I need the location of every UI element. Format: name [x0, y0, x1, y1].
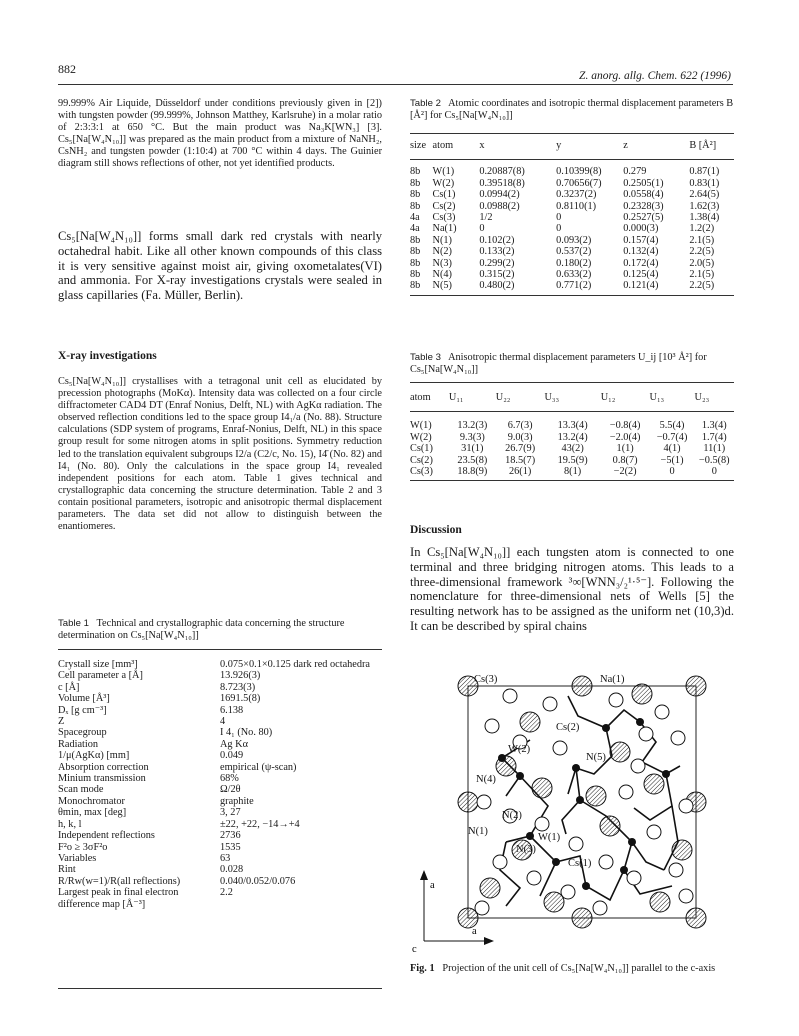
table2-cell: 8b	[410, 166, 421, 178]
table2-header: y	[556, 140, 623, 160]
n-atom	[535, 817, 549, 831]
table2-cell: 8b	[410, 234, 421, 246]
table2-cell: 1.62(3)	[689, 200, 720, 212]
table2-row	[410, 223, 734, 234]
table1-caption	[58, 618, 382, 643]
table2-top-rule	[410, 133, 734, 134]
table2-cell: N(5)	[433, 280, 480, 295]
table1-row	[58, 830, 374, 841]
cs-atom	[532, 778, 552, 798]
table3-cell: 19.5(9)	[557, 454, 588, 466]
table2-cell: 0	[556, 223, 562, 235]
paragraph-crystals: Cs₅[Na[W₄N₁₀]] forms small dark red crystals with nearly octahedral habit. Like all other known compounds of this class it is very sensitive against moist air, giving oxometalates(VI) and ammonia. For X-ray investigations crystals were sealed in glass capillaries (Fa. Müller, Berlin).	[58, 229, 382, 303]
axis-label-a-horizontal: a	[472, 926, 477, 937]
table1-value: 2.2	[220, 887, 233, 899]
table2-cell: Cs(2)	[432, 200, 456, 212]
table2-cell: 8b	[410, 257, 421, 269]
n-atom	[493, 855, 507, 869]
table3-cell: 31(1)	[461, 443, 484, 455]
label-n4: N(4)	[476, 774, 496, 785]
table3-cell: 0	[695, 466, 734, 481]
table2-cell: W(2)	[432, 177, 455, 189]
table2-header-row	[410, 140, 734, 160]
table2-cell: 0.70656(7)	[556, 177, 602, 189]
table2-cell: W(1)	[432, 166, 455, 178]
table1-value: 0.028	[220, 864, 244, 876]
table1-row	[58, 762, 374, 773]
table1-value: 63	[220, 852, 231, 864]
cs-atom	[600, 816, 620, 836]
table3-row	[410, 412, 734, 432]
table2-cell: 4a	[410, 223, 420, 235]
table3-cell: 26(1)	[496, 466, 545, 481]
label-cs1: Cs(1)	[568, 858, 592, 869]
table3-row	[410, 466, 734, 481]
table2-cell: 0.299(2)	[479, 257, 515, 269]
table2-cell: 2.0(5)	[689, 257, 715, 269]
axis-label-a-vertical: a	[430, 880, 435, 891]
label-n5: N(5)	[586, 752, 606, 763]
header-rule	[58, 84, 733, 85]
table2	[410, 140, 734, 296]
n-atom	[475, 901, 489, 915]
table1-value: 6.138	[220, 704, 244, 716]
table3-row	[410, 455, 734, 466]
table3-row	[410, 432, 734, 443]
table1-row	[58, 853, 374, 864]
table2-cell: 2.2(5)	[689, 280, 734, 295]
cs-atom	[686, 908, 706, 928]
table2-row	[410, 212, 734, 223]
table1-value: 0.049	[220, 750, 244, 762]
table1-value: 1535	[220, 841, 241, 853]
table2-cell: Cs(1)	[432, 189, 456, 201]
table1-key: Largest peak in final electron difference map [Å⁻³]	[58, 887, 179, 910]
table1-row	[58, 819, 374, 830]
table1-key: θmin, max [deg]	[58, 807, 127, 819]
table2-header: z	[623, 140, 689, 160]
table2-cell: N(2)	[432, 246, 452, 258]
table2-cell: 2.64(5)	[689, 189, 720, 201]
table3-caption-text: Anisotropic thermal displacement parameters U_ij [10³ Å²] for Cs₅[Na[W₄N₁₀]]	[410, 352, 707, 376]
table2-header: x	[479, 140, 556, 160]
table2-cell: 0.132(4)	[623, 246, 659, 258]
table1-key: R/Rw(w=1)/R(all reflections)	[58, 875, 181, 887]
table1-caption-text: Technical and crystallographic data concerning the structure determination on Cs₅[Na[W₄N₁₀]]	[58, 618, 345, 642]
table2-cell: 1/2	[479, 212, 493, 224]
cs-atom	[480, 878, 500, 898]
table2-cell: 0.172(4)	[623, 257, 659, 269]
w-atom	[576, 796, 584, 804]
n-atom	[627, 871, 641, 885]
table3-cell: 0	[650, 466, 695, 481]
table1-key: Variables	[58, 852, 97, 864]
table2-row	[410, 246, 734, 257]
table3-cell: −5(1)	[660, 454, 684, 466]
table1-row	[58, 739, 374, 750]
table3-header: U₁₃	[650, 392, 695, 412]
figure1-label: Fig. 1	[410, 963, 435, 974]
table2-cell: 0.102(2)	[479, 234, 515, 246]
table3-top-rule	[410, 382, 734, 383]
table1-value: 1691.5(8)	[220, 693, 261, 705]
cs-atom	[644, 774, 664, 794]
table3-cell: −2.0(4)	[609, 431, 641, 443]
table3-cell: 1(1)	[616, 443, 634, 455]
table1-row	[58, 716, 374, 727]
table3-cell: 0.8(7)	[612, 454, 638, 466]
table3-cell: 23.5(8)	[457, 454, 488, 466]
table3-cell: 13.2(3)	[457, 420, 488, 432]
table1-key: F²o ≥ 3σF²o	[58, 841, 108, 853]
table2-cell: 1.38(4)	[689, 212, 720, 224]
table2-row	[410, 178, 734, 189]
table2-cell: 0.0994(2)	[479, 189, 520, 201]
table2-cell: 0.2505(1)	[623, 177, 664, 189]
table2-cell: 0.000(3)	[623, 223, 659, 235]
table2-cell: 8b	[410, 269, 421, 281]
label-na1: Na(1)	[600, 674, 625, 685]
table2-cell: 0.10399(8)	[556, 166, 602, 178]
table3-cell: 8(1)	[545, 466, 601, 481]
cs-atom	[650, 892, 670, 912]
table1-row	[58, 842, 374, 853]
table2-cell: 2.1(5)	[689, 234, 715, 246]
table1-value: graphite	[220, 795, 254, 807]
table2-cell: 0.3237(2)	[556, 189, 597, 201]
table1-row	[58, 693, 374, 704]
table1-value: ±22, +22, −14→+4	[220, 818, 300, 830]
table1-value: 8.723(3)	[220, 681, 256, 693]
table1-key: Absorption correction	[58, 761, 149, 773]
w-atom	[636, 718, 644, 726]
cs-atom	[632, 684, 652, 704]
table1-label: Table 1	[58, 618, 89, 629]
w-atom	[498, 754, 506, 762]
table2-cell: 0.8110(1)	[556, 200, 597, 212]
table2-cell: 0.0988(2)	[479, 200, 520, 212]
cs-atom	[544, 892, 564, 912]
table3-cell: 13.2(4)	[557, 431, 588, 443]
n-atom	[553, 741, 567, 755]
table2-cell: 0.0558(4)	[623, 189, 664, 201]
table2-cell: 0	[479, 223, 485, 235]
table1-key: Spacegroup	[58, 727, 107, 739]
table2-cell: 8b	[410, 189, 421, 201]
table1-top-rule	[58, 649, 382, 650]
table1-key: Volume [Å³]	[58, 693, 110, 705]
paragraph-preparation: 99.999% Air Liquide, Düsseldorf under conditions previously given in [2]) with tungsten powder (99.999%, Johnson Matthey, Karlsruhe) in a molar ratio of 2:3:3:1 at 650 °C. But the main product was Na₃K[WN₃] [3]. Cs₅[Na[W₄N₁₀]] was prepared as the main product from a mixture of NaNH₂, CsNH₂ and tungsten powder (1:10:4) at 700 °C within 4 days. The Guinier diagram still shows reflections of other, not yet identified products.	[58, 98, 382, 170]
label-cs3: Cs(3)	[474, 674, 498, 685]
table1-value: 4	[220, 716, 226, 728]
table2-row	[410, 235, 734, 246]
n-atom	[671, 731, 685, 745]
w-atom	[526, 832, 534, 840]
table3-cell: 13.3(4)	[557, 420, 588, 432]
table2-cell: 0.133(2)	[479, 246, 515, 258]
table1-row	[58, 682, 374, 693]
table1-row	[58, 807, 374, 818]
table1-key: Scan mode	[58, 784, 104, 796]
table3-cell: −0.5(8)	[698, 454, 730, 466]
table3-cell: 1.3(4)	[701, 420, 727, 432]
table3-cell: 9.3(3)	[459, 431, 485, 443]
table1-value: 3, 27	[220, 807, 241, 819]
table1-row	[58, 670, 374, 681]
table2-cell: 0.2328(3)	[623, 200, 664, 212]
table3-header: U₁₂	[601, 392, 650, 412]
table3-header: U₁₁	[449, 392, 496, 412]
table2-row	[410, 201, 734, 212]
table2-cell: 0.87(1)	[689, 166, 720, 178]
table1-row	[58, 864, 374, 875]
table1-key: Monochromator	[58, 795, 125, 807]
table2-cell: 0.315(2)	[479, 269, 515, 281]
n-atom	[631, 759, 645, 773]
n-atom	[503, 689, 517, 703]
table3-header-row	[410, 392, 734, 412]
n-atom	[543, 697, 557, 711]
table3-cell: 9.0(3)	[507, 431, 533, 443]
table2-label: Table 2	[410, 98, 441, 109]
table1-key: Minium transmission	[58, 773, 146, 785]
table2-cell: Cs(3)	[432, 212, 456, 224]
table3-cell: −2(2)	[601, 466, 650, 481]
label-n1: N(1)	[468, 826, 488, 837]
table2-row	[410, 280, 734, 295]
table1-value: 68%	[220, 773, 239, 785]
n-atom	[679, 889, 693, 903]
n-atom	[561, 885, 575, 899]
table1-key: Independent reflections	[58, 830, 155, 842]
cs-atom	[572, 908, 592, 928]
table2-cell: N(3)	[432, 257, 452, 269]
cs-atom	[520, 712, 540, 732]
w-atom	[552, 858, 560, 866]
label-w2: W(2)	[508, 744, 531, 755]
n-atom	[485, 719, 499, 733]
table3-cell: −0.7(4)	[656, 431, 688, 443]
table1-row	[58, 750, 374, 761]
table2-cell: 0.83(1)	[689, 177, 720, 189]
table3-cell: 26.7(9)	[505, 443, 536, 455]
n-atom	[639, 727, 653, 741]
table1-value: empirical (ψ-scan)	[220, 761, 297, 773]
cs-atom	[672, 840, 692, 860]
label-n2: N(2)	[502, 810, 522, 821]
table2-row	[410, 258, 734, 269]
table1	[58, 659, 382, 910]
table2-caption	[410, 98, 734, 123]
table1-value: 0.040/0.052/0.076	[220, 875, 296, 887]
table3-cell: W(1)	[410, 420, 432, 432]
n-atom	[669, 863, 683, 877]
table1-row	[58, 784, 374, 795]
paragraph-discussion: In Cs₅[Na[W₄N₁₀]] each tungsten atom is connected to one terminal and three bridging nitrogen atoms. This leads to a three-dimensional framework ³∞[WNN₃/₂¹·⁵⁻]. Following the nomenclature for three-dimensional nets of Wells [5] the resulting network has to be assigned as the uniform net (10,3)d. It can be described by spiral chains	[410, 545, 734, 633]
table2-cell: 0.121(4)	[623, 280, 689, 295]
table2-header: atom	[433, 140, 480, 160]
table1-key: Crystall size [mm³]	[58, 659, 138, 670]
table2-cell: 0.537(2)	[556, 246, 592, 258]
table1-key: Z	[58, 716, 65, 728]
table1-value: Ag Kα	[220, 738, 248, 750]
label-n3: N(3)	[516, 844, 536, 855]
table3-cell: −0.8(4)	[609, 420, 641, 432]
table3-cell: 18.8(9)	[449, 466, 496, 481]
table3-cell: 43(2)	[561, 443, 584, 455]
cs-atom	[686, 676, 706, 696]
w-atom	[620, 866, 628, 874]
n-atom	[647, 825, 661, 839]
table1-key: Dₓ [g cm⁻³]	[58, 704, 107, 716]
table1-row	[58, 773, 374, 784]
table1-bottom-rule	[58, 988, 382, 989]
table2-cell: 0.2527(5)	[623, 212, 664, 224]
table2-cell: 0.125(4)	[623, 269, 659, 281]
w-atom	[602, 724, 610, 732]
table2-cell: 0.157(4)	[623, 234, 659, 246]
w-atom	[628, 838, 636, 846]
table2-cell: 2.2(5)	[689, 246, 715, 258]
table3-header: atom	[410, 392, 449, 412]
table2-caption-text: Atomic coordinates and isotropic thermal displacement parameters B [Å²] for Cs₅[Na[W₄N₁₀]]	[410, 98, 734, 122]
cs-atom	[610, 742, 630, 762]
figure1-caption	[410, 963, 734, 975]
table1-key: Rint	[58, 864, 76, 876]
table2-cell: 8b	[410, 246, 421, 258]
table2-cell: 8b	[410, 280, 433, 295]
table2-cell: 0.180(2)	[556, 257, 592, 269]
table2-cell: N(1)	[432, 234, 452, 246]
table2-cell: 4a	[410, 212, 420, 224]
w-atom	[662, 770, 670, 778]
table3-row	[410, 443, 734, 454]
cs-atom	[586, 786, 606, 806]
table3-cell: 5.5(4)	[659, 420, 685, 432]
table1-row	[58, 659, 374, 670]
label-cs2: Cs(2)	[556, 722, 580, 733]
table2-cell: 0.633(2)	[556, 269, 592, 281]
table2-cell: 2.1(5)	[689, 269, 715, 281]
n-atom	[655, 705, 669, 719]
n-atom	[569, 837, 583, 851]
n-atom	[609, 693, 623, 707]
table2-cell: 0.279	[623, 166, 647, 178]
table2-row	[410, 189, 734, 200]
table1-key: 1/μ(AgKα) [mm]	[58, 750, 130, 762]
label-w1: W(1)	[538, 832, 561, 843]
table3-cell: 1.7(4)	[701, 431, 727, 443]
table3-cell: 11(1)	[703, 443, 726, 455]
table1-key: c [Å]	[58, 681, 80, 693]
table2-cell: 0.39518(8)	[479, 177, 525, 189]
table3-header: U₂₂	[496, 392, 545, 412]
table3-cell: 4(1)	[663, 443, 681, 455]
table1-key: Radiation	[58, 738, 99, 750]
table3-cell: Cs(2)	[410, 454, 433, 466]
n-atom	[527, 871, 541, 885]
table1-row	[58, 727, 374, 738]
heading-xray: X-ray investigations	[58, 350, 157, 362]
n-atom	[477, 795, 491, 809]
table3-cell: W(2)	[410, 431, 432, 443]
table3-cell: 6.7(3)	[507, 420, 533, 432]
table3-label: Table 3	[410, 352, 441, 363]
table1-row	[58, 796, 374, 807]
table3-cell: Cs(1)	[410, 443, 433, 455]
table2-cell: 0.20887(8)	[479, 166, 525, 178]
table3-caption	[410, 352, 734, 377]
n-atom	[599, 855, 613, 869]
table1-value: 0.075×0.1×0.125 dark red octahedra	[220, 659, 371, 670]
table3-header: U₃₃	[545, 392, 601, 412]
table1-row	[58, 876, 374, 887]
n-atom	[679, 799, 693, 813]
table2-cell: 0.771(2)	[556, 280, 623, 295]
page-number: 882	[58, 62, 76, 76]
table2-row	[410, 269, 734, 280]
table1-row	[58, 705, 374, 716]
table2-header: size	[410, 140, 433, 160]
table3-cell: Cs(3)	[410, 466, 449, 481]
table2-cell: 8b	[410, 177, 421, 189]
table2-header: B [Å²]	[689, 140, 734, 160]
table1-value: 2736	[220, 830, 241, 842]
unit-cell-projection	[410, 656, 736, 956]
table3	[410, 392, 734, 481]
figure-unit-cell	[410, 656, 736, 956]
w-atom	[582, 882, 590, 890]
journal-reference: Z. anorg. allg. Chem. 622 (1996)	[579, 70, 731, 82]
table2-cell: Na(1)	[432, 223, 457, 235]
table2-cell: N(4)	[432, 269, 452, 281]
table1-key: Cell parameter a [Å]	[58, 670, 143, 682]
paragraph-xray: Cs₅[Na[W₄N₁₀]] crystallises with a tetragonal unit cell as elucidated by precession photographs (MoKα). Intensity data was collected on a four circle diffractometer CAD4 DT (Enraf Nonius, Delft, NL) with AgKα radiation. The observed reflection conditions led to the space group I4₁/a (No. 88). Structure calculations (SDP system of programs, Enraf-Nonius, Delft, NL) in this space group result for some nitrogen atoms in split positions. Symmetry reduction led to the translation equivalent subgroups I2/a (C2/c, No. 15), I4̄ (No. 82) and I4₁ (No. 80). Only the calculations in the space group I4₁ revealed independent positions for each atom. Table 1 gives technical and crystallographic data concerning the structure determination. Table 2 and 3 contain positional parameters, isotropic and anisotropic thermal displacement parameters. The data set did not allow to distinguish between the enantiomeres.	[58, 376, 382, 533]
w-atom	[572, 764, 580, 772]
table1-row	[58, 887, 374, 910]
table2-cell: 8b	[410, 200, 421, 212]
table3-cell: 18.5(7)	[505, 454, 536, 466]
w-atom	[516, 772, 524, 780]
n-atom	[593, 901, 607, 915]
table2-cell: 1.2(2)	[689, 223, 715, 235]
table1-value: Ω/2θ	[220, 784, 241, 796]
cs-atom	[572, 676, 592, 696]
table2-cell: 0.480(2)	[479, 280, 556, 295]
cs-atom	[458, 792, 478, 812]
table3-header: U₂₃	[695, 392, 734, 412]
table1-value: I 4₁ (No. 80)	[220, 727, 273, 739]
table2-row	[410, 160, 734, 178]
table1-value: 13.926(3)	[220, 670, 261, 682]
table2-cell: 0.093(2)	[556, 234, 592, 246]
heading-discussion: Discussion	[410, 524, 462, 536]
figure1-caption-text: Projection of the unit cell of Cs₅[Na[W₄N₁₀]] parallel to the c-axis	[442, 963, 716, 974]
table1-key: h, k, l	[58, 818, 82, 830]
table2-cell: 0	[556, 212, 562, 224]
axis-label-c: c	[412, 944, 417, 955]
n-atom	[619, 785, 633, 799]
cs-atom	[458, 908, 478, 928]
